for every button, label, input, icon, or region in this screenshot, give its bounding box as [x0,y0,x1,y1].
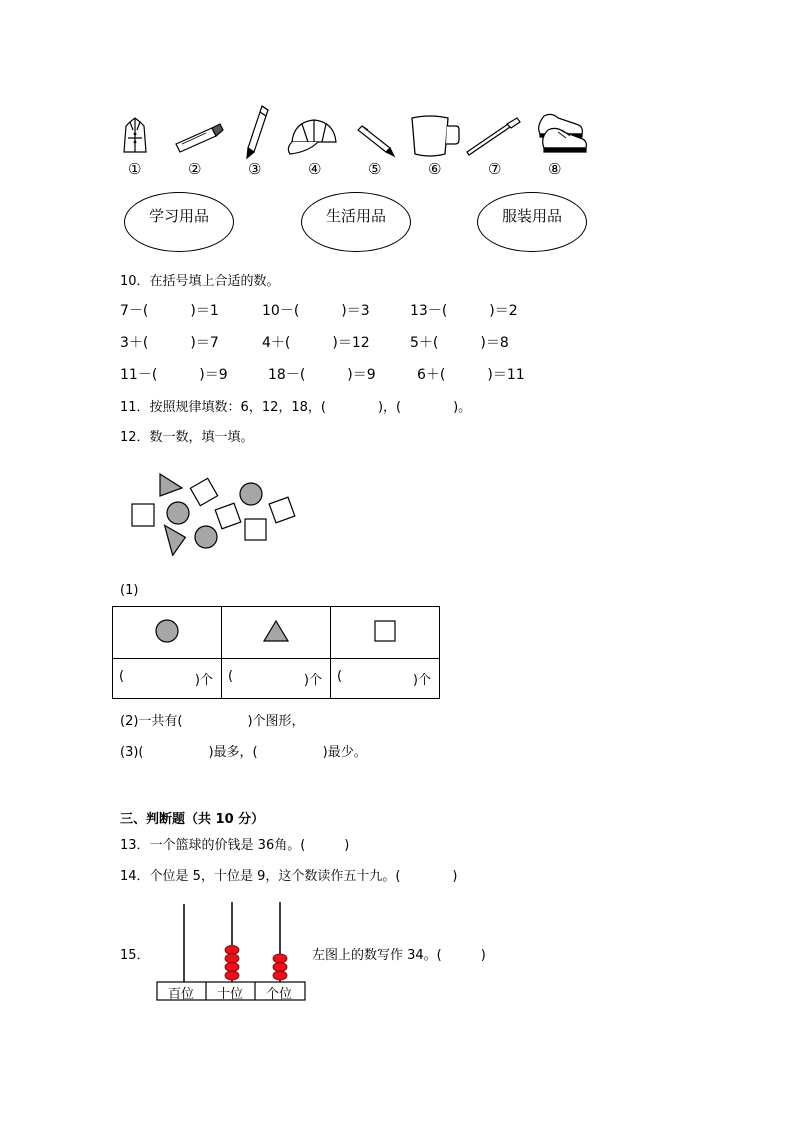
abacus-label-hundreds: 百位 [168,987,195,1002]
category-clothing-label: 服装用品 [501,207,562,225]
circle-count-cell[interactable] [113,659,222,699]
abacus-label-tens: 十位 [217,987,244,1002]
circle-icon [154,618,180,644]
square-shape [132,504,154,526]
close-paren: ) [412,673,418,688]
toothbrush-icon [467,118,520,155]
q10-row2-a[interactable]: 3＋( )＝7 [120,335,219,351]
open-paren: ( [228,669,234,684]
q15-number: 15． [120,948,150,963]
abacus-label-ones: 个位 [266,987,293,1002]
item-number-5: ⑤ [368,160,382,178]
items-illustration [110,100,610,162]
pencil-icon [247,106,268,158]
square-shape [245,519,266,540]
q10-row2-b[interactable]: 4＋( )＝12 [262,335,370,351]
pen-icon [358,126,394,156]
count-table [112,606,440,699]
square-header [331,607,440,659]
square-icon [373,619,397,643]
q11-text[interactable]: 11．按照规律填数：6，12，18，( )，( )。 [120,400,472,415]
q10-row2-c[interactable]: 5＋( )＝8 [410,335,509,351]
q15-text[interactable]: 左图上的数写作 34。( ) [312,948,486,963]
item-number-4: ④ [308,160,322,178]
close-paren: ) [194,673,200,688]
square-shape [190,478,217,505]
category-daily-label: 生活用品 [325,207,386,225]
square-count-cell[interactable] [331,659,440,699]
item-number-3: ③ [248,160,262,178]
q12-title: 12．数一数，填一填。 [120,430,254,445]
shape-cluster [126,470,306,556]
toothpaste-icon [176,124,223,152]
q10-title: 10．在括号填上合适的数。 [120,274,280,289]
q12-part3[interactable]: (3)( )最多，( )最少。 [120,745,367,760]
coat-icon [124,118,146,152]
tens-beads [225,945,239,980]
category-study-label: 学习用品 [148,207,209,225]
item-number-7: ⑦ [488,160,502,178]
circle-shape [240,483,262,505]
open-paren: ( [119,669,125,684]
q14-text[interactable]: 14．个位是 5，十位是 9，这个数读作五十九。( ) [120,869,458,884]
triangle-shape [154,525,186,556]
category-daily[interactable] [301,192,411,252]
q10-row3-c[interactable]: 6＋( )＝11 [417,367,525,383]
circle-header [113,607,222,659]
open-paren: ( [337,669,343,684]
item-number-2: ② [188,160,202,178]
unit-label: 个 [308,673,322,688]
ones-beads [273,954,287,980]
q10-row1-c[interactable]: 13－( )＝2 [410,303,518,319]
cap-icon [288,120,336,154]
unit-label: 个 [417,673,431,688]
triangle-header [222,607,331,659]
square-shape [269,497,295,523]
q12-part2[interactable]: (2)一共有( )个图形， [120,714,305,729]
q10-row3-b[interactable]: 18－( )＝9 [268,367,376,383]
cup-icon [412,116,459,156]
q10-row1-a[interactable]: 7－( )＝1 [120,303,219,319]
circle-shape [195,526,217,548]
item-number-1: ① [128,160,142,178]
category-clothing[interactable] [477,192,587,252]
triangle-icon [262,619,290,643]
shoes-icon [539,114,587,152]
unit-label: 个 [199,673,213,688]
q10-row1-b[interactable]: 10－( )＝3 [262,303,370,319]
triangle-shape [160,474,182,496]
circle-shape [167,502,189,524]
square-shape [215,503,241,529]
category-study[interactable] [124,192,234,252]
section3-title: 三、判断题（共 10 分） [120,812,265,827]
item-number-8: ⑧ [548,160,562,178]
q13-text[interactable]: 13．一个篮球的价钱是 36角。( ) [120,838,350,853]
triangle-count-cell[interactable] [222,659,331,699]
close-paren: ) [303,673,309,688]
q10-row3-a[interactable]: 11－( )＝9 [120,367,228,383]
q12-part1-label: (1) [120,583,139,598]
item-number-6: ⑥ [428,160,442,178]
